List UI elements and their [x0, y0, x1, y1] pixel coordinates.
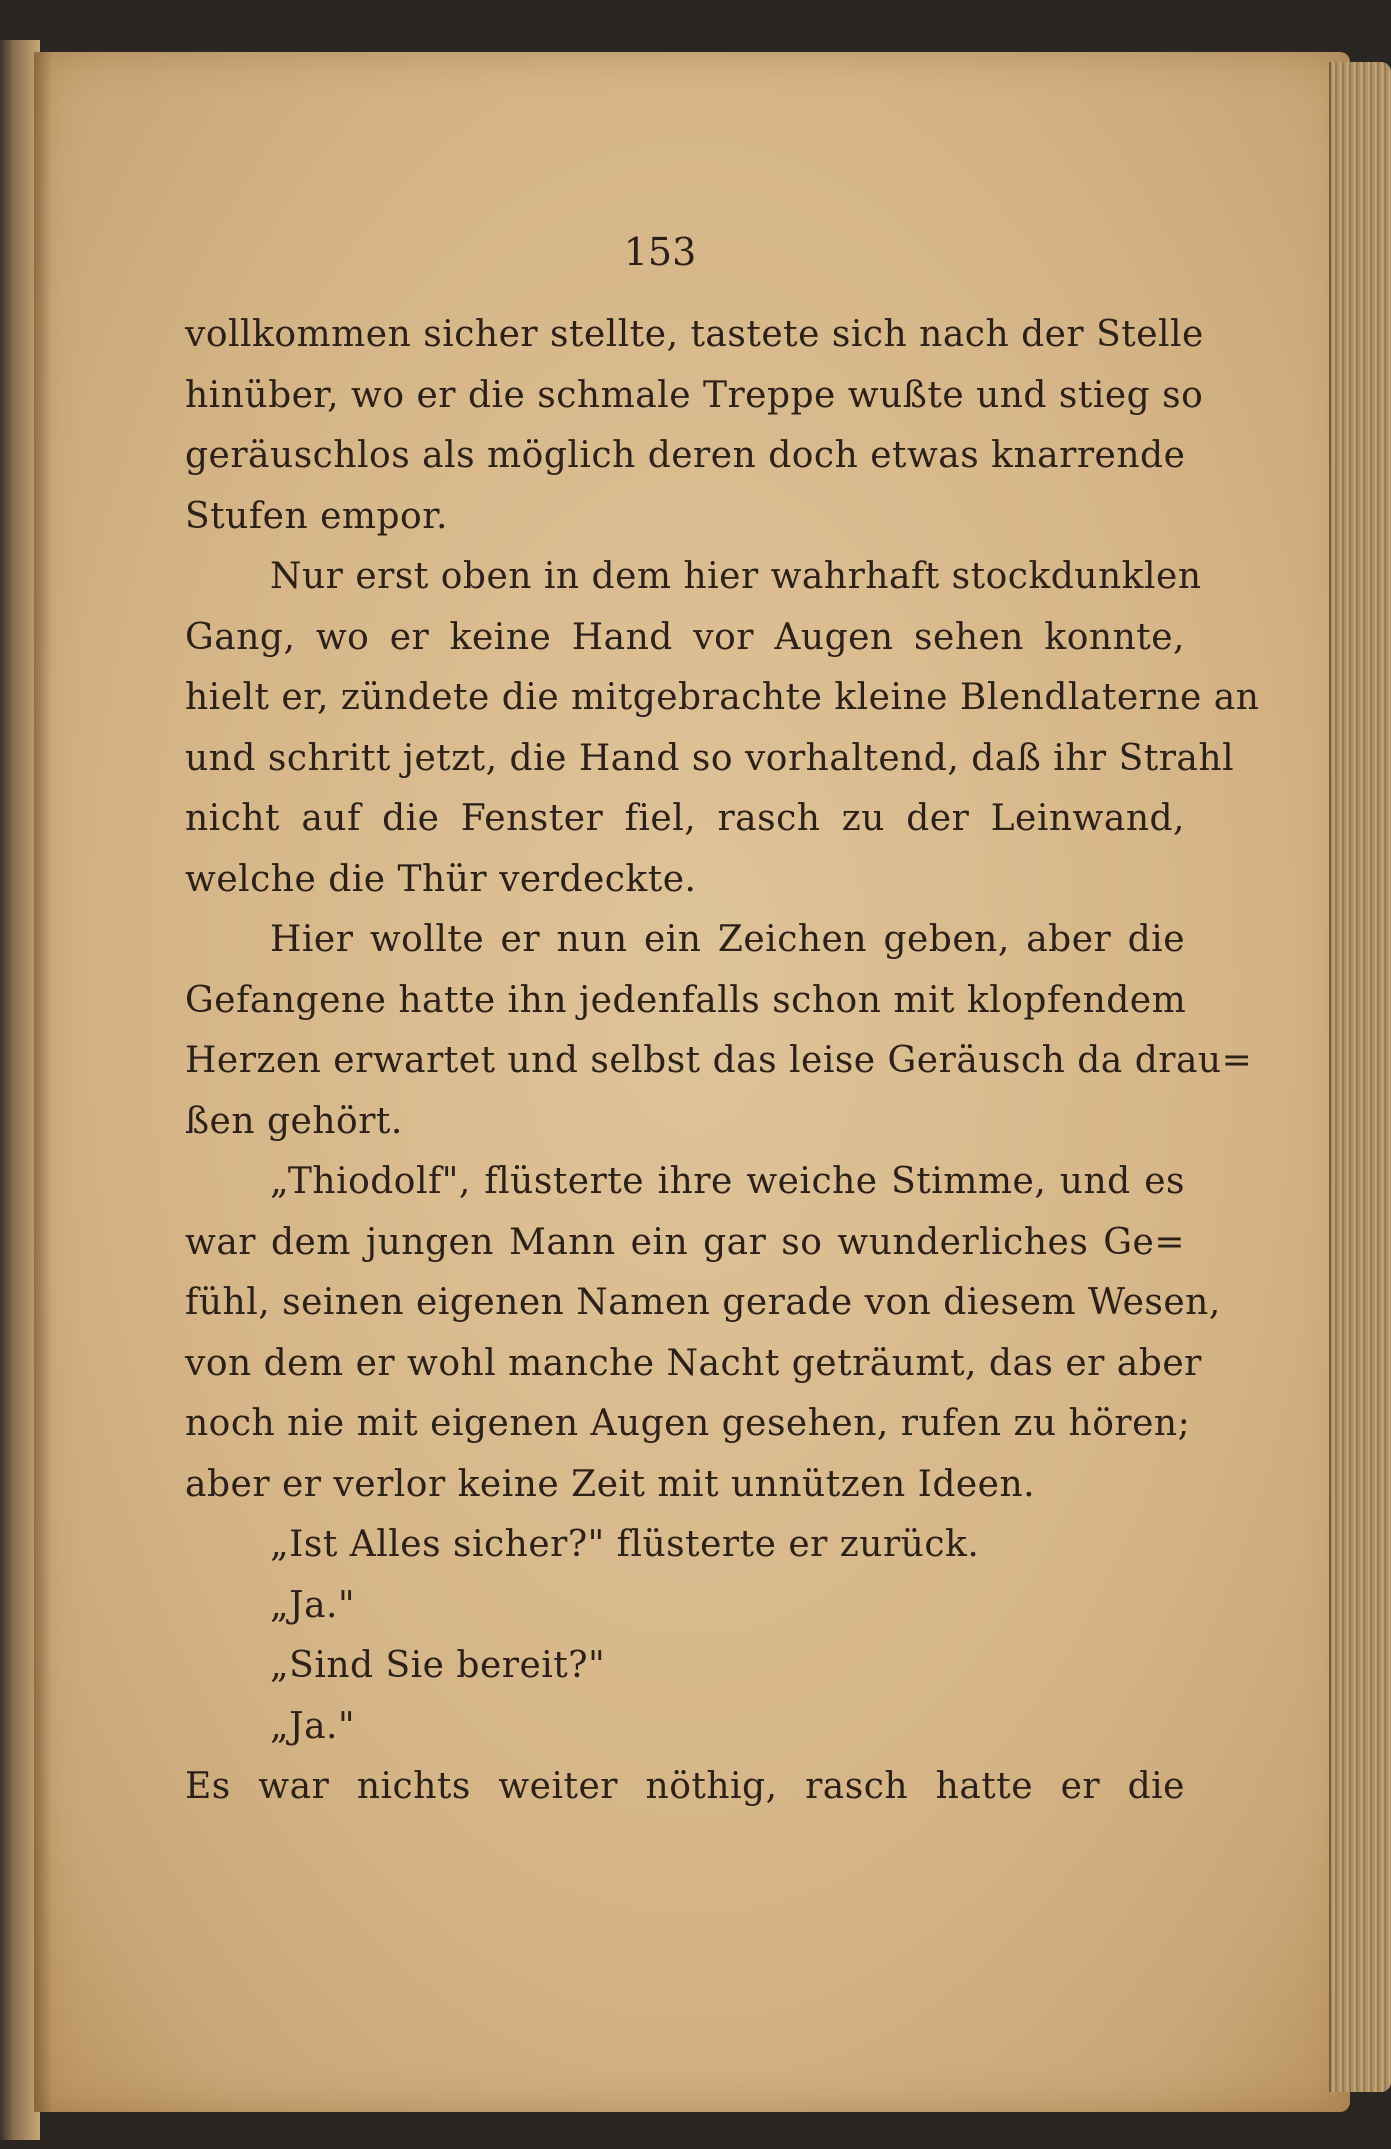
text-line: und schritt jetzt, die Hand so vorhaltend, daß ihr Strahl	[185, 737, 1235, 779]
page-edges	[1329, 62, 1391, 2092]
text-line: vollkommen sicher stellte, tastete sich nach der Stelle	[185, 314, 1204, 355]
spine-shadow	[34, 52, 52, 2112]
text-line: hielt er, zündete die mitgebrachte kleine Blendlaterne an	[185, 677, 1260, 718]
text-line: Gang, wo er keine Hand vor Augen sehen konnte,	[185, 616, 1185, 658]
text-line: hinüber, wo er die schmale Treppe wußte und stieg so	[185, 374, 1204, 416]
body-text	[185, 305, 1260, 1818]
text-line: „Sind Sie bereit?"	[270, 1645, 606, 1686]
text-line: fühl, seinen eigenen Namen gerade von diesem Wesen,	[185, 1282, 1221, 1323]
text-line: „Thiodolf", flüsterte ihre weiche Stimme, und es	[270, 1161, 1185, 1202]
text-line: geräuschlos als möglich deren doch etwas knarrende	[185, 435, 1186, 476]
text-line: von dem er wohl manche Nacht geträumt, das er aber	[185, 1342, 1202, 1384]
text-line: aber er verlor keine Zeit mit unnützen Ideen.	[185, 1463, 1036, 1505]
text-line: „Ist Alles sicher?" flüsterte er zurück.	[270, 1524, 980, 1565]
text-line: ßen gehört.	[185, 1100, 403, 1142]
text-line: Es war nichts weiter nöthig, rasch hatte er die	[185, 1766, 1185, 1807]
page-number: 153	[623, 230, 697, 274]
text-line: „Ja."	[270, 1705, 356, 1747]
text-line: Herzen erwartet und selbst das leise Geräusch da drau=	[185, 1040, 1253, 1081]
text-line: welche die Thür verdeckte.	[185, 858, 697, 900]
text-line: Gefangene hatte ihn jedenfalls schon mit klopfendem	[185, 979, 1187, 1021]
text-line: war dem jungen Mann ein gar so wunderliches Ge=	[185, 1221, 1185, 1263]
text-line: Nur erst oben in dem hier wahrhaft stockdunklen	[270, 556, 1202, 597]
text-line: „Ja."	[270, 1584, 356, 1626]
text-line: Hier wollte er nun ein Zeichen geben, aber die	[270, 919, 1185, 960]
text-line: Stufen empor.	[185, 495, 448, 537]
text-line: noch nie mit eigenen Augen gesehen, rufen zu hören;	[185, 1403, 1191, 1444]
text-line: nicht auf die Fenster fiel, rasch zu der Leinwand,	[185, 798, 1185, 839]
